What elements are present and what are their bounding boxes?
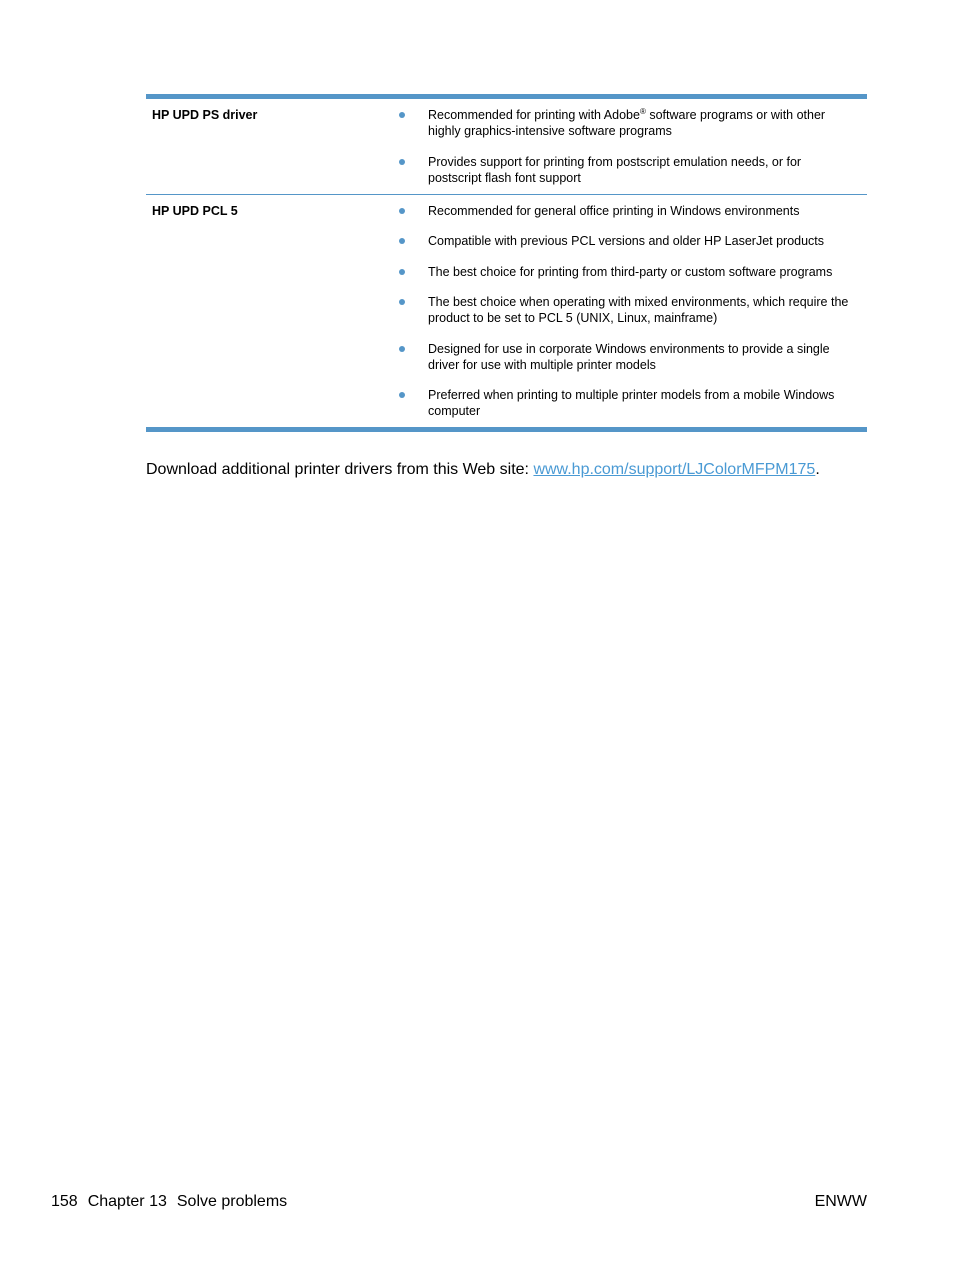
driver-download-link[interactable]: www.hp.com/support/LJColorMFPM175	[533, 461, 816, 478]
item-text: Preferred when printing to multiple printer models from a mobile Windows computer	[428, 388, 835, 418]
list-item	[392, 387, 867, 419]
bullet-icon	[399, 208, 405, 214]
item-text: Provides support for printing from postscript emulation needs, or for postscript flash font support	[428, 154, 802, 185]
page-footer-right: ENWW	[814, 1193, 867, 1210]
item-text: The best choice when operating with mixed environments, which require the product to be set to PCL 5 (UNIX, Linux, mainframe)	[428, 295, 849, 325]
download-prefix: Download additional printer drivers from this Web site:	[146, 461, 534, 478]
driver-name: HP UPD PS driver	[152, 108, 258, 122]
registered-mark: ®	[639, 106, 646, 116]
bullet-icon	[399, 392, 405, 398]
item-text: software programs or with other highly graphics-intensive software programs	[428, 108, 826, 138]
page-footer-left	[51, 1192, 297, 1212]
chapter-label: Chapter 13	[87, 1193, 167, 1210]
bullet-icon	[399, 238, 405, 244]
list-item	[392, 203, 867, 219]
bullet-icon	[399, 159, 405, 165]
item-text: Recommended for printing with Adobe	[428, 108, 640, 122]
item-text: Designed for use in corporate Windows environments to provide a single driver for use with multiple printer models	[428, 341, 830, 372]
bullet-icon	[399, 112, 405, 118]
list-item	[392, 233, 867, 249]
bullet-icon	[399, 269, 405, 275]
driver-table	[146, 94, 867, 432]
section-title: Solve problems	[176, 1193, 288, 1210]
bullet-icon	[399, 346, 405, 352]
driver-row-pcl5	[146, 194, 867, 428]
feature-list	[392, 107, 867, 186]
download-paragraph	[146, 460, 820, 480]
driver-name: HP UPD PCL 5	[152, 203, 238, 218]
page-number: 158	[51, 1193, 78, 1210]
item-text: Recommended for general office printing in Windows environments	[428, 203, 800, 218]
bullet-icon	[399, 299, 405, 305]
list-item	[392, 264, 867, 280]
download-suffix: .	[815, 461, 820, 478]
list-item	[392, 294, 867, 326]
list-item	[392, 107, 867, 139]
item-text: Compatible with previous PCL versions and older HP LaserJet products	[428, 234, 825, 248]
item-text: The best choice for printing from third-party or custom software programs	[428, 264, 833, 279]
list-item	[392, 341, 867, 373]
feature-list	[392, 203, 867, 420]
driver-row-ps	[146, 99, 867, 194]
list-item	[392, 154, 867, 186]
